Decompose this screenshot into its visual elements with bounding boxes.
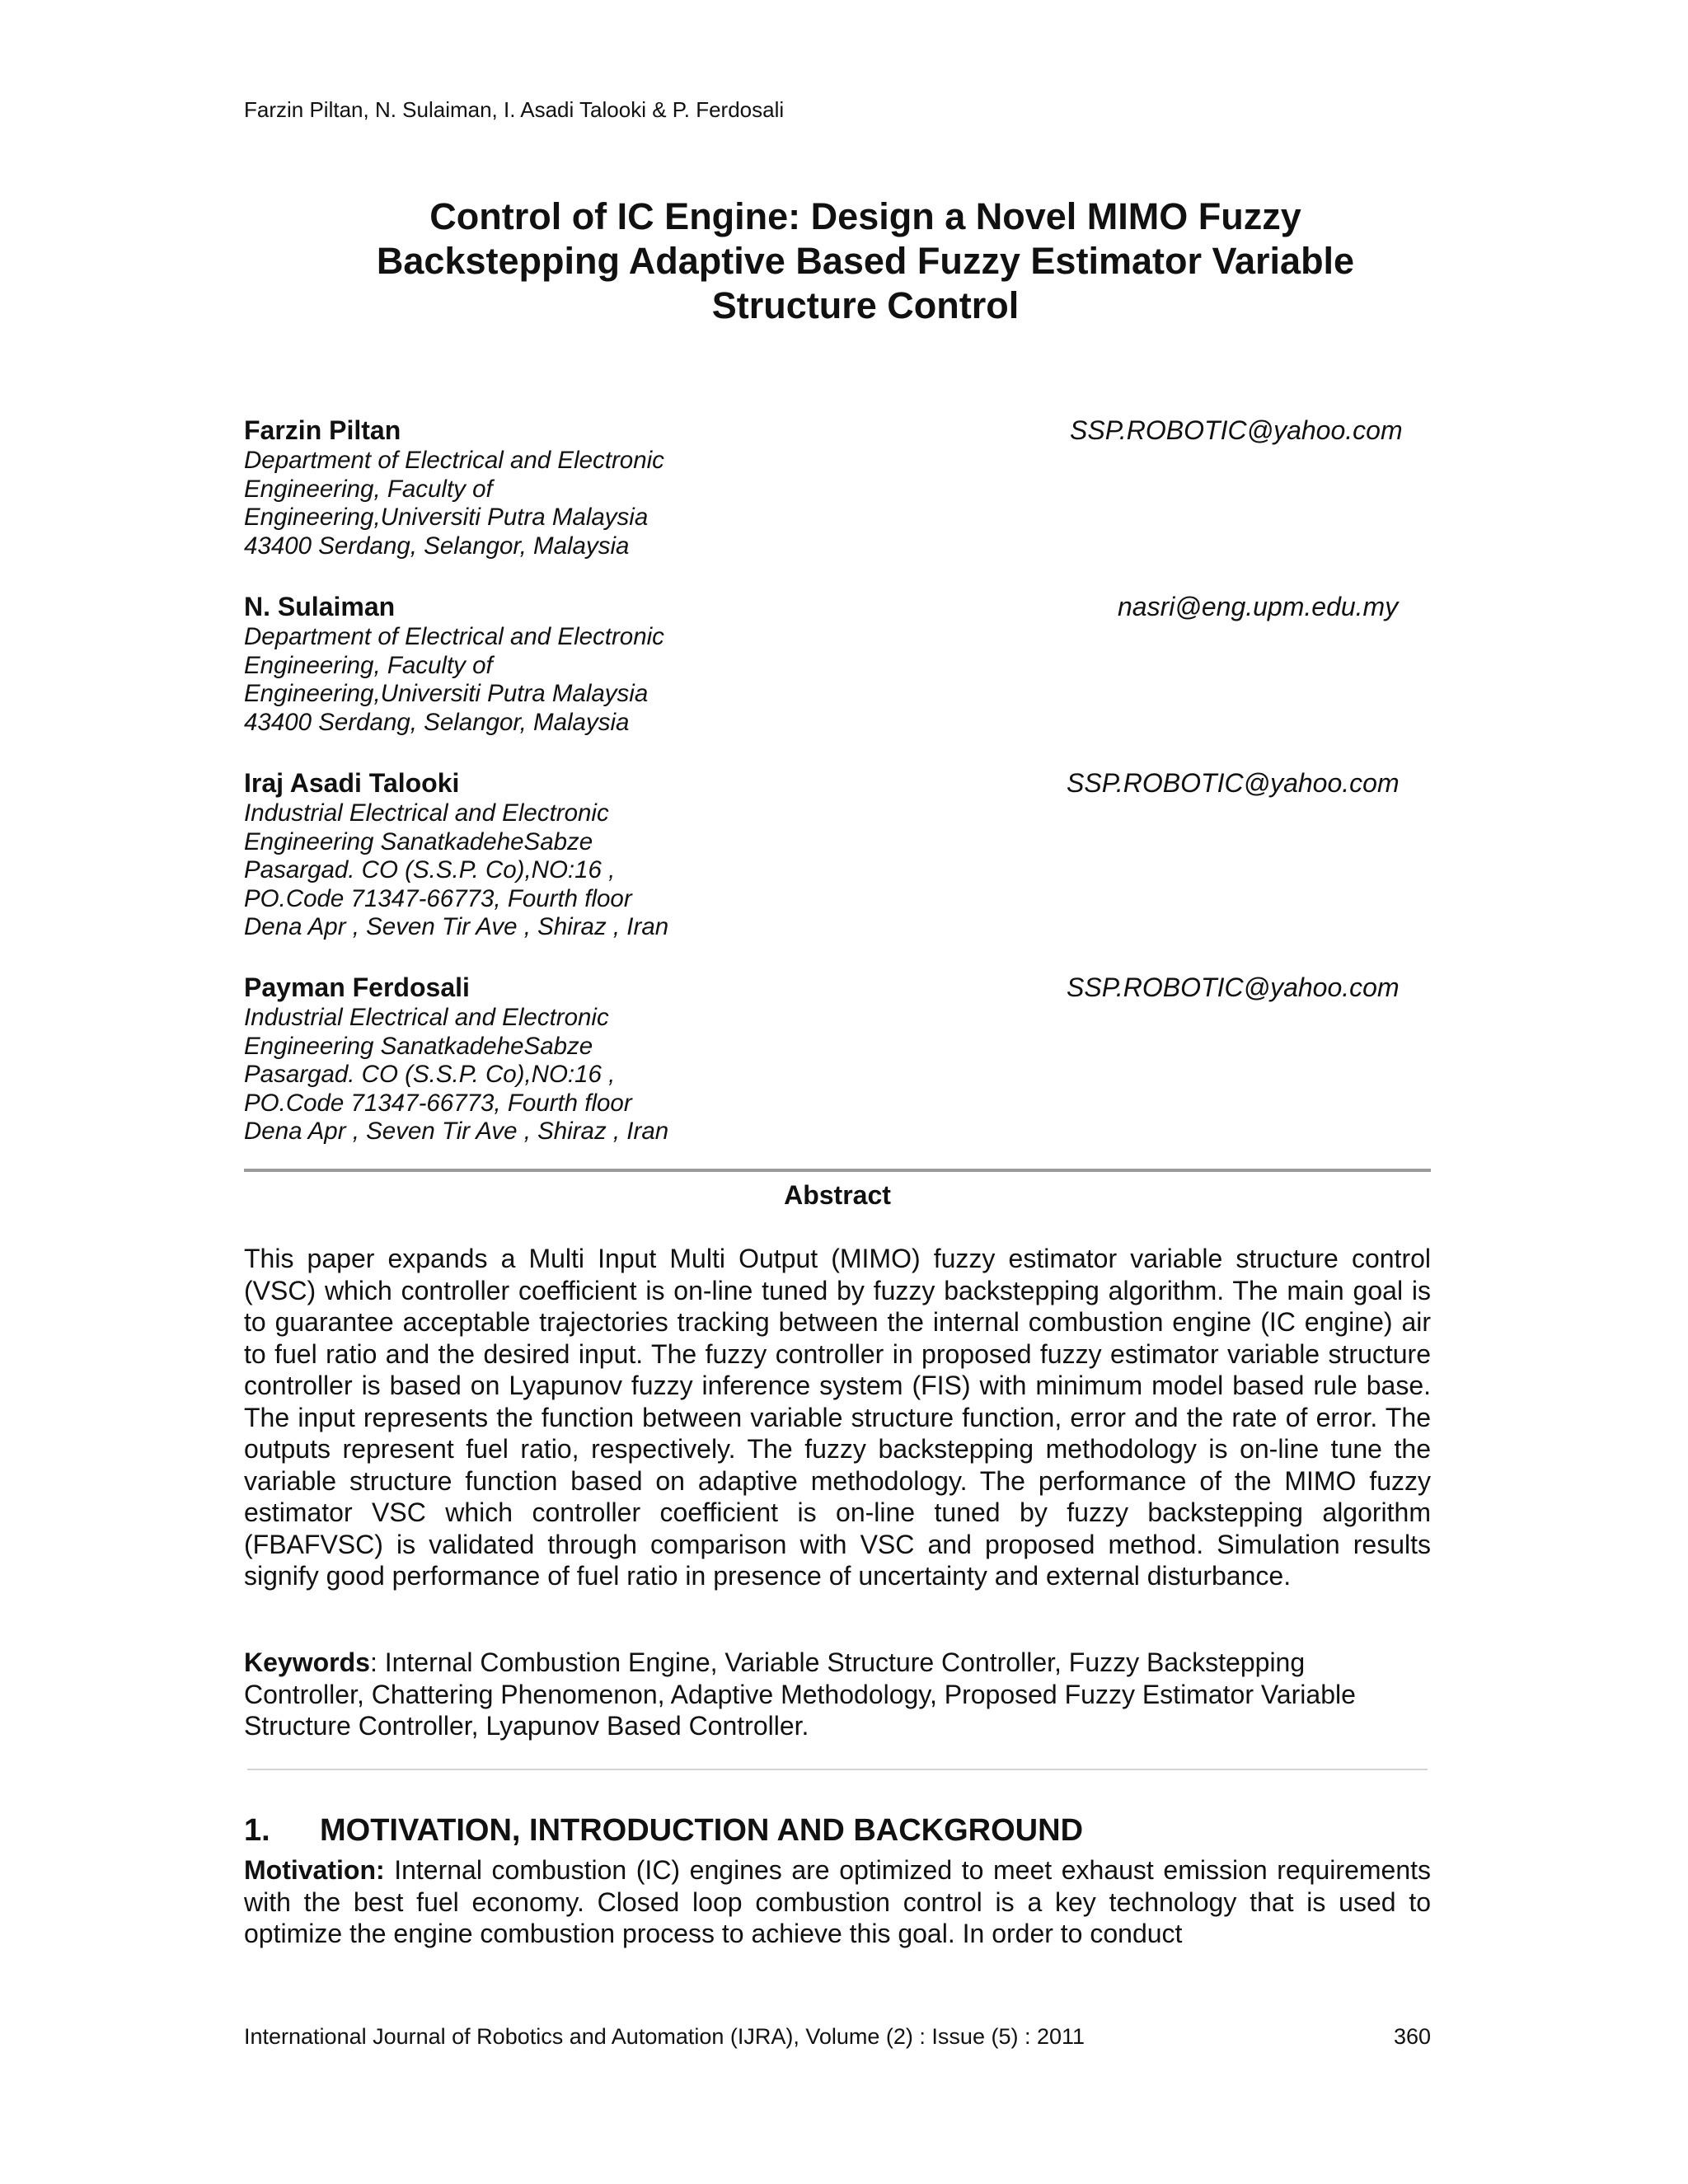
author-name: Payman Ferdosali [244, 972, 470, 1002]
author-affiliation-line: Engineering,Universiti Putra Malaysia [244, 504, 649, 531]
page-number: 360 [1393, 2024, 1431, 2049]
author-block [244, 415, 1431, 560]
author-affiliation-line: Department of Electrical and Electronic [244, 447, 664, 474]
author-affiliation-line: Engineering SanatkadeheSabze [244, 1032, 593, 1060]
author-name: Farzin Piltan [244, 415, 401, 445]
section-divider [244, 1169, 1431, 1172]
section-heading [244, 1813, 1083, 1849]
author-name: N. Sulaiman [244, 592, 396, 621]
author-affiliation-line: Industrial Electrical and Electronic [244, 1004, 609, 1031]
author-email: SSP.ROBOTIC@yahoo.com [1067, 972, 1400, 1002]
author-affiliation-line: Pasargad. CO (S.S.P. Co),NO:16 , [244, 856, 616, 883]
paper-title: Control of IC Engine: Design a Novel MIMO Fuzzy Backstepping Adaptive Based Fuzzy Estimator Variable Structure Control [376, 195, 1355, 326]
author-block [244, 972, 1431, 1146]
section-body [244, 1854, 1431, 1950]
author-email: SSP.ROBOTIC@yahoo.com [1070, 415, 1403, 445]
keywords-label: Keywords [244, 1647, 370, 1677]
author-affiliation-line: Industrial Electrical and Electronic [244, 799, 609, 827]
author-affiliation-line: 43400 Serdang, Selangor, Malaysia [244, 532, 630, 560]
paragraph-text: Internal combustion (IC) engines are optimized to meet exhaust emission requirements with the best fuel economy. Closed loop combustion control is a key technology that is used to optimize the engine combustion process to achieve this goal. In order to conduct [244, 1855, 1431, 1948]
author-affiliation-line: Engineering, Faculty of [244, 475, 493, 503]
abstract-text: This paper expands a Multi Input Multi Output (MIMO) fuzzy estimator variable structure control (VSC) which controller coefficient is on-line tuned by fuzzy backstepping algorithm. The main goal is to guarantee acceptable trajectories tracking between the internal combustion engine (IC engine) air to fuel ratio and the desired input. The fuzzy controller in proposed fuzzy estimator variable structure controller is based on Lyapunov fuzzy inference system (FIS) with minimum model based rule base. The input represents the function between variable structure function, error and the rate of error. The outputs represent fuel ratio, respectively. The fuzzy backstepping methodology is on-line tune the variable structure function based on adaptive methodology. The performance of the MIMO fuzzy estimator VSC which controller coefficient is on-line tuned by fuzzy backstepping algorithm (FBAFVSC) is validated through comparison with VSC and proposed method. Simulation results signify good performance of fuel ratio in presence of uncertainty and external disturbance. [244, 1244, 1431, 1591]
author-email: SSP.ROBOTIC@yahoo.com [1067, 768, 1400, 798]
author-affiliation-line: 43400 Serdang, Selangor, Malaysia [244, 708, 630, 736]
abstract-heading: Abstract [784, 1180, 891, 1210]
author-affiliation-line: Engineering, Faculty of [244, 651, 493, 679]
author-block [244, 592, 1431, 737]
section-divider [247, 1769, 1428, 1770]
author-affiliation-line: Pasargad. CO (S.S.P. Co),NO:16 , [244, 1061, 616, 1088]
author-affiliation-line: Department of Electrical and Electronic [244, 623, 664, 650]
author-affiliation-line: Dena Apr , Seven Tir Ave , Shiraz , Iran [244, 1118, 669, 1145]
author-affiliation-line: Dena Apr , Seven Tir Ave , Shiraz , Iran [244, 913, 669, 940]
section-title: MOTIVATION, INTRODUCTION AND BACKGROUND [320, 1813, 1084, 1848]
author-email: nasri@eng.upm.edu.my [1118, 592, 1399, 621]
author-block [244, 768, 1431, 942]
author-affiliation-line: PO.Code 71347-66773, Fourth floor [244, 884, 632, 912]
paragraph-lead-label: Motivation: [244, 1855, 385, 1885]
running-header: Farzin Piltan, N. Sulaiman, I. Asadi Talooki & P. Ferdosali [244, 97, 785, 122]
footer-journal: International Journal of Robotics and Automation (IJRA), Volume (2) : Issue (5) : 2011 [244, 2024, 1085, 2049]
keywords [244, 1647, 1431, 1742]
author-affiliation-line: PO.Code 71347-66773, Fourth floor [244, 1089, 632, 1117]
section-number: 1. [244, 1813, 270, 1848]
author-affiliation-line: Engineering,Universiti Putra Malaysia [244, 680, 649, 707]
keywords-text: : Internal Combustion Engine, Variable Structure Controller, Fuzzy Backstepping Controller, Chattering Phenomenon, Adaptive Methodology, Proposed Fuzzy Estimator Variable Structure Controller, Lyapunov Based Controller. [244, 1647, 1356, 1741]
author-name: Iraj Asadi Talooki [244, 768, 460, 798]
author-affiliation-line: Engineering SanatkadeheSabze [244, 827, 593, 855]
